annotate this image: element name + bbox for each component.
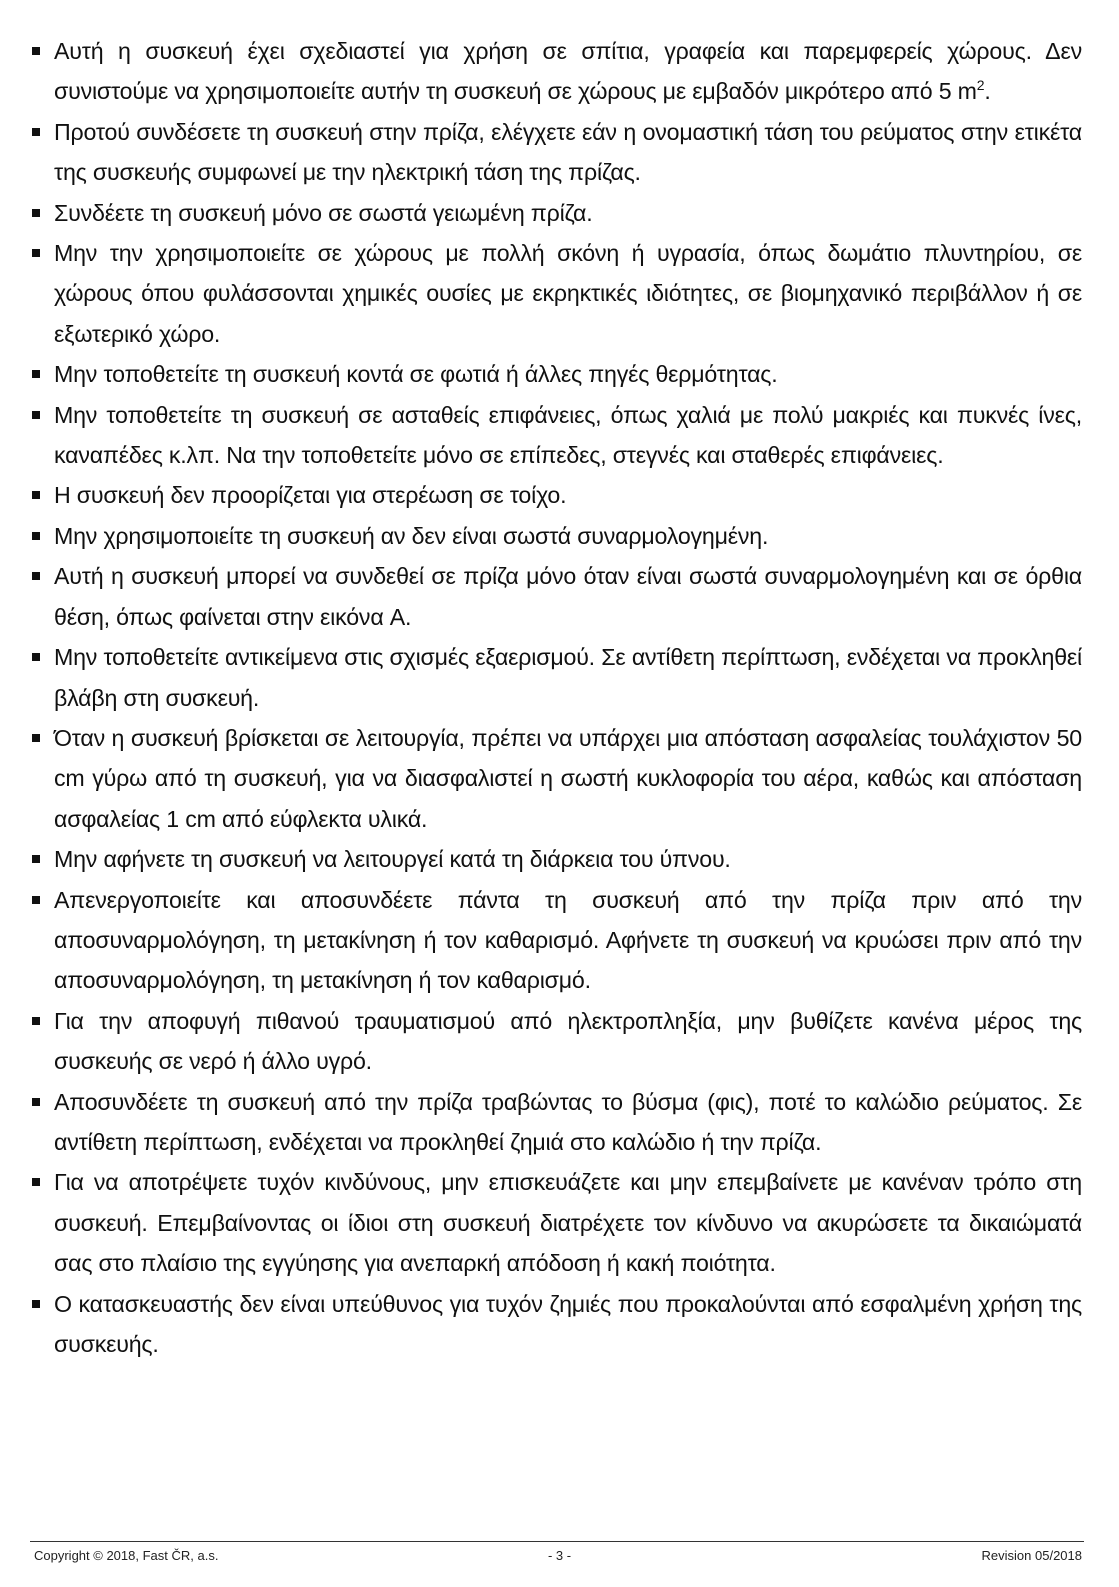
square-bullet-icon — [32, 128, 40, 136]
square-bullet-icon — [32, 653, 40, 661]
item-text: Αυτή η συσκευή μπορεί να συνδεθεί σε πρίζα μόνο όταν είναι σωστά συναρμολογημένη και σε όρθια θέση, όπως φαίνεται στην εικόνα A. — [54, 563, 1082, 630]
list-item — [32, 112, 1082, 193]
item-text: Μην την χρησιμοποιείτε σε χώρους με πολλή σκόνη ή υγρασία, όπως δωμάτιο πλυντηρίου, σε χώρους όπου φυλάσσονται χημικές ουσίες με εκρηκτικές ιδιότητες, σε βιομηχανικό περιβάλλον ή σε εξωτερικό χώρο. — [54, 240, 1082, 347]
safety-instructions-list — [32, 31, 1082, 1364]
item-text: Αυτή η συσκευή έχει σχεδιαστεί για χρήση σε σπίτια, γραφεία και παρεμφερείς χώρους. Δεν συνιστούμε να χρησιμοποιείτε αυτήν τη συσκευή σε χώρους με εμβαδόν μικρότερο από 5 m — [54, 38, 1082, 105]
list-item — [32, 839, 1082, 879]
list-item — [32, 1082, 1082, 1163]
footer-divider — [30, 1541, 1084, 1542]
square-bullet-icon — [32, 209, 40, 217]
square-bullet-icon — [32, 734, 40, 742]
item-text: Μην τοποθετείτε αντικείμενα στις σχισμές εξαερισμού. Σε αντίθετη περίπτωση, ενδέχεται να προκληθεί βλάβη στη συσκευή. — [54, 644, 1082, 711]
item-text: Αποσυνδέετε τη συσκευή από την πρίζα τραβώντας το βύσμα (φις), ποτέ το καλώδιο ρεύματος. Σε αντίθετη περίπτωση, ενδέχεται να προκληθεί ζημιά στο καλώδιο ή την πρίζα. — [54, 1088, 1082, 1155]
list-item — [32, 193, 1082, 233]
square-bullet-icon — [32, 1300, 40, 1308]
list-item — [32, 637, 1082, 718]
list-item — [32, 516, 1082, 556]
list-item — [32, 31, 1082, 112]
square-bullet-icon — [32, 1178, 40, 1186]
footer-revision: Revision 05/2018 — [981, 1548, 1082, 1563]
superscript: 2 — [976, 77, 985, 94]
list-item — [32, 880, 1082, 1001]
square-bullet-icon — [32, 47, 40, 55]
item-text: Ο κατασκευαστής δεν είναι υπεύθυνος για τυχόν ζημιές που προκαλούνται από εσφαλμένη χρήση της συσκευής. — [54, 1290, 1082, 1357]
list-item — [32, 1162, 1082, 1283]
square-bullet-icon — [32, 572, 40, 580]
list-item — [32, 233, 1082, 354]
item-text: Για την αποφυγή πιθανού τραυματισμού από ηλεκτροπληξία, μην βυθίζετε κανένα μέρος της συσκευής σε νερό ή άλλο υγρό. — [54, 1007, 1082, 1075]
item-text: Μην τοποθετείτε τη συσκευή κοντά σε φωτιά ή άλλες πηγές θερμότητας. — [54, 361, 778, 388]
list-item — [32, 354, 1082, 394]
square-bullet-icon — [32, 896, 40, 904]
square-bullet-icon — [32, 249, 40, 257]
list-item — [32, 475, 1082, 515]
list-item — [32, 1001, 1082, 1082]
list-item — [32, 395, 1082, 476]
item-text: Μην χρησιμοποιείτε τη συσκευή αν δεν είναι σωστά συναρμολογημένη. — [54, 522, 769, 549]
square-bullet-icon — [32, 532, 40, 540]
item-text: Απενεργοποιείτε και αποσυνδέετε πάντα τη συσκευή από την πρίζα πριν από την αποσυναρμολόγηση, τη μετακίνηση ή τον καθαρισμό. Αφήνετε τη συσκευή να κρυώσει πριν από την αποσυναρμολόγηση, τη μετακίνηση ή τον καθαρισμό. — [54, 886, 1082, 994]
item-text: Η συσκευή δεν προορίζεται για στερέωση σε τοίχο. — [54, 482, 567, 509]
item-text: Όταν η συσκευή βρίσκεται σε λειτουργία, πρέπει να υπάρχει μια απόσταση ασφαλείας τουλάχιστον 50 cm γύρω από τη συσκευή, για να διασφαλιστεί η σωστή κυκλοφορία του αέρα, καθώς και απόσταση ασφαλείας 1 cm από εύφλεκτα υλικά. — [54, 724, 1082, 832]
item-text: Μην αφήνετε τη συσκευή να λειτουργεί κατά τη διάρκεια του ύπνου. — [54, 846, 731, 873]
item-text: Συνδέετε τη συσκευή μόνο σε σωστά γειωμένη πρίζα. — [54, 199, 593, 226]
square-bullet-icon — [32, 1017, 40, 1025]
list-item — [32, 1284, 1082, 1365]
list-item — [32, 718, 1082, 839]
item-text-tail: . — [984, 78, 991, 105]
item-text: Προτού συνδέσετε τη συσκευή στην πρίζα, ελέγχετε εάν η ονομαστική τάση του ρεύματος στην ετικέτα της συσκευής συμφωνεί με την ηλεκτρική τάση της πρίζας. — [54, 118, 1082, 186]
footer-page-number: - 3 - — [547, 1548, 572, 1563]
list-item — [32, 556, 1082, 637]
square-bullet-icon — [32, 1098, 40, 1106]
item-text: Για να αποτρέψετε τυχόν κινδύνους, μην επισκευάζετε και μην επεμβαίνετε με κανέναν τρόπο στη συσκευή. Επεμβαίνοντας οι ίδιοι στη συσκευή διατρέχετε τον κίνδυνο να ακυρώσετε τα δικαιώματά σας στο πλαίσιο της εγγύησης για ανεπαρκή απόδοση ή κακή ποιότητα. — [54, 1169, 1082, 1277]
square-bullet-icon — [32, 491, 40, 499]
square-bullet-icon — [32, 855, 40, 863]
square-bullet-icon — [32, 411, 40, 419]
footer-copyright: Copyright © 2018, Fast ČR, a.s. — [34, 1548, 219, 1563]
item-text: Μην τοποθετείτε τη συσκευή σε ασταθείς επιφάνειες, όπως χαλιά με πολύ μακριές και πυκνές ίνες, καναπέδες κ.λπ. Να την τοποθετείτε μόνο σε επίπεδες, στεγνές και σταθερές επιφάνειες. — [54, 401, 1082, 469]
square-bullet-icon — [32, 370, 40, 378]
